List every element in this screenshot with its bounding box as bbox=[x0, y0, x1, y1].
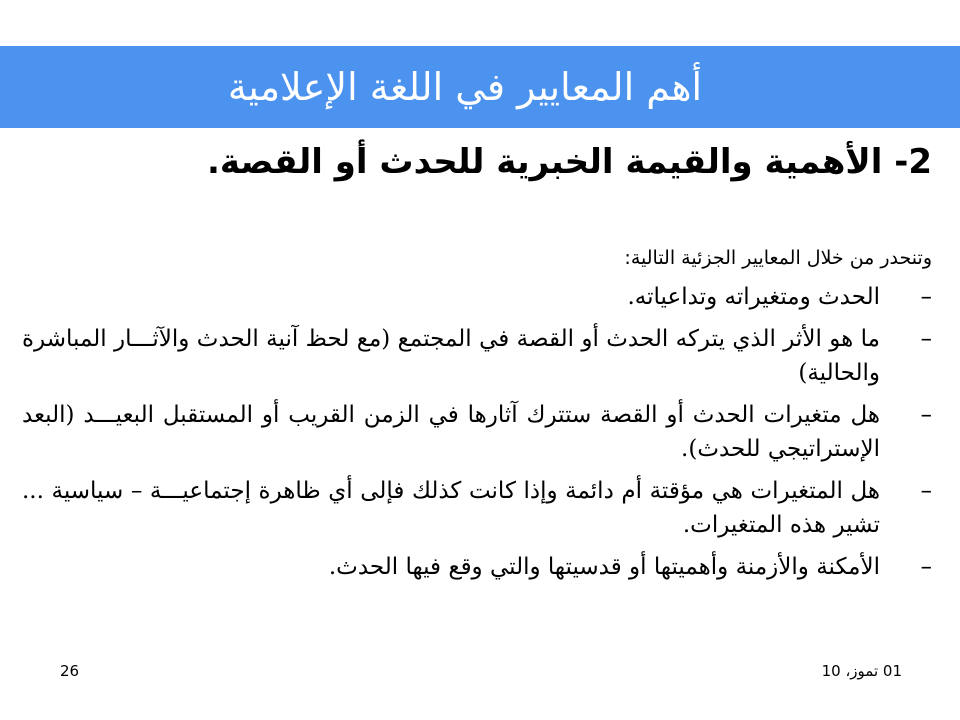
list-item bbox=[22, 398, 932, 466]
section-heading: 2- الأهمية والقيمة الخبرية للحدث أو القصة. bbox=[207, 142, 932, 182]
dash-bullet-icon: – bbox=[920, 402, 932, 428]
list-item-text: الأمكنة والأزمنة وأهميتها أو قدسيتها والتي وقع فيها الحدث. bbox=[328, 554, 880, 580]
list-item-text: ما هو الأثر الذي يتركه الحدث أو القصة في المجتمع (مع لحظ آنية الحدث والآثـــار المباشرة والحالية) bbox=[22, 326, 880, 386]
slide-title: أهم المعايير في اللغة الإعلامية bbox=[227, 65, 703, 109]
dash-bullet-icon: – bbox=[920, 326, 932, 352]
bullet-list bbox=[22, 280, 932, 592]
dash-bullet-icon: – bbox=[920, 554, 932, 580]
title-bar bbox=[0, 46, 960, 128]
footer-date: 01 تموز، 10 bbox=[821, 662, 902, 680]
dash-bullet-icon: – bbox=[920, 478, 932, 504]
list-item-text: هل المتغيرات هي مؤقتة أم دائمة وإذا كانت كذلك فإلى أي ظاهرة إجتماعيـــة – سياسية ... تشير هذه المتغيرات. bbox=[22, 478, 880, 538]
list-item bbox=[22, 550, 932, 584]
list-item bbox=[22, 322, 932, 390]
intro-text: وتنحدر من خلال المعايير الجزئية التالية: bbox=[624, 247, 932, 269]
list-item bbox=[22, 474, 932, 542]
page-number: 26 bbox=[60, 662, 80, 680]
list-item-text: الحدث ومتغيراته وتداعياته. bbox=[627, 284, 880, 310]
list-item bbox=[22, 280, 932, 314]
list-item-text: هل متغيرات الحدث أو القصة ستترك آثارها في الزمن القريب أو المستقبل البعيـــد (البعد الإستراتيجي للحدث). bbox=[22, 402, 880, 462]
dash-bullet-icon: – bbox=[920, 284, 932, 310]
